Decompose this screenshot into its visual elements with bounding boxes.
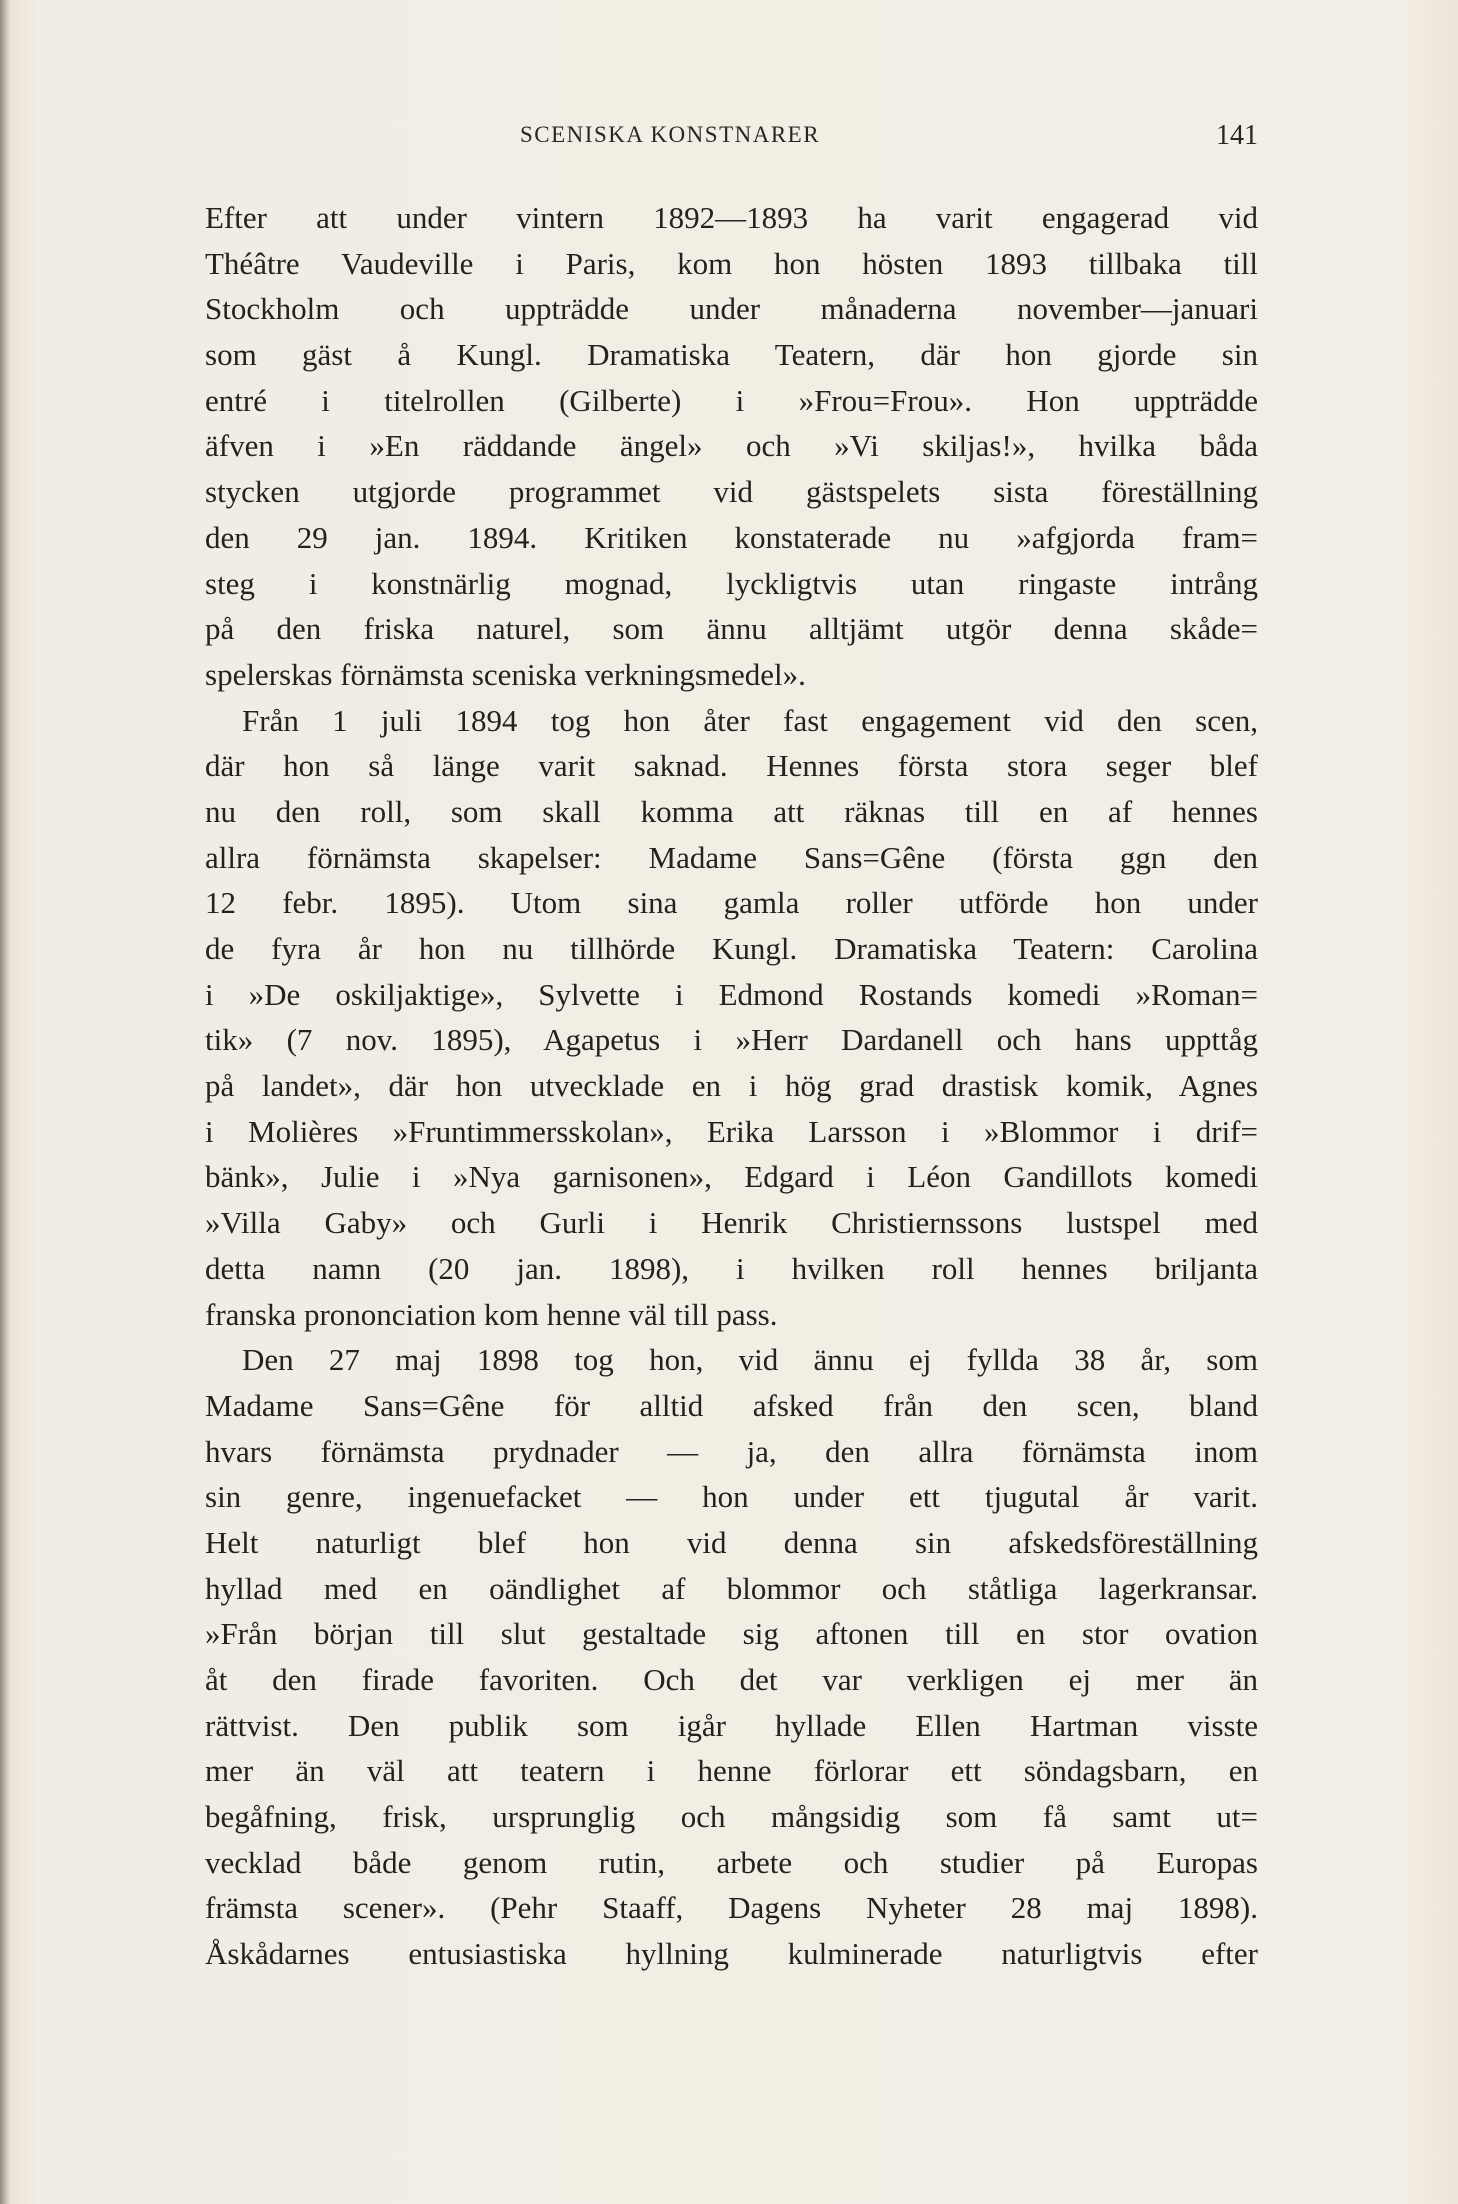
- text-line: »Villa Gaby» och Gurli i Henrik Christiernssons lustspel med: [205, 1205, 1258, 1241]
- text-line: Åskådarnes entusiastiska hyllning kulminerade naturligtvis efter: [205, 1936, 1258, 1972]
- text-line: tik» (7 nov. 1895), Agapetus i »Herr Dardanell och hans uppttåg: [205, 1022, 1258, 1058]
- text-line: på den friska naturel, som ännu alltjämt utgör denna skåde=: [205, 611, 1258, 647]
- text-line: åt den firade favoriten. Och det var verkligen ej mer än: [205, 1662, 1258, 1697]
- text-line: Madame Sans=Gêne för alltid afsked från den scen, bland: [205, 1387, 1258, 1423]
- text-line: Stockholm och uppträdde under månaderna november—januari: [205, 291, 1258, 327]
- running-head: SCENISKA KONSTNARER: [520, 122, 821, 147]
- text-line: »Från början till slut gestaltade sig aftonen till en stor ovation: [205, 1616, 1258, 1652]
- text-line: Helt naturligt blef hon vid denna sin afskedsföreställning: [205, 1524, 1258, 1560]
- text-line: de fyra år hon nu tillhörde Kungl. Dramatiska Teatern: Carolina: [205, 931, 1258, 966]
- text-line: äfven i »En räddande ängel» och »Vi skiljas!», hvilka båda: [205, 428, 1258, 464]
- text-line: steg i konstnärlig mognad, lyckligtvis utan ringaste intrång: [205, 565, 1258, 601]
- text-line: Från 1 juli 1894 tog hon åter fast engagement vid den scen,: [242, 702, 1258, 738]
- text-line: mer än väl att teatern i henne förlorar ett söndagsbarn, en: [205, 1753, 1258, 1789]
- page-header: [205, 122, 1258, 162]
- text-line: som gäst å Kungl. Dramatiska Teatern, där hon gjorde sin: [205, 337, 1258, 373]
- text-line: entré i titelrollen (Gilberte) i »Frou=Frou». Hon uppträdde: [205, 382, 1258, 418]
- text-line: Efter att under vintern 1892—1893 ha varit engagerad vid: [205, 200, 1258, 235]
- page-spine-edge: [0, 0, 10, 2204]
- page-number: 141: [1216, 120, 1258, 151]
- text-line: spelerskas förnämsta sceniska verkningsmedel».: [205, 656, 806, 692]
- text-line: på landet», där hon utvecklade en i hög grad drastisk komik, Agnes: [205, 1068, 1258, 1104]
- text-line: där hon så länge varit saknad. Hennes första stora seger blef: [205, 748, 1258, 784]
- text-line: i »De oskiljaktige», Sylvette i Edmond Rostands komedi »Roman=: [205, 976, 1258, 1012]
- text-line: Den 27 maj 1898 tog hon, vid ännu ej fyllda 38 år, som: [242, 1342, 1258, 1378]
- text-line: den 29 jan. 1894. Kritiken konstaterade nu »afgjorda fram=: [205, 519, 1258, 555]
- text-line: franska prononciation kom henne väl till pass.: [205, 1296, 778, 1332]
- text-line: allra förnämsta skapelser: Madame Sans=Gêne (första ggn den: [205, 839, 1258, 875]
- text-line: hvars förnämsta prydnader — ja, den allra förnämsta inom: [205, 1433, 1258, 1469]
- text-line: 12 febr. 1895). Utom sina gamla roller utförde hon under: [205, 885, 1258, 921]
- text-line: nu den roll, som skall komma att räknas till en af hennes: [205, 793, 1258, 829]
- text-line: hyllad med en oändlighet af blommor och ståtliga lagerkransar.: [205, 1570, 1258, 1606]
- text-line: begåfning, frisk, ursprunglig och mångsidig som få samt ut=: [205, 1799, 1258, 1835]
- text-line: Théâtre Vaudeville i Paris, kom hon hösten 1893 tillbaka till: [205, 245, 1258, 281]
- text-line: stycken utgjorde programmet vid gästspelets sista föreställning: [205, 474, 1258, 510]
- text-line: rättvist. Den publik som igår hyllade Ellen Hartman visste: [205, 1707, 1258, 1743]
- text-line: främsta scener». (Pehr Staaff, Dagens Nyheter 28 maj 1898).: [205, 1890, 1258, 1926]
- text-line: i Molières »Fruntimmersskolan», Erika Larsson i »Blommor i drif=: [205, 1113, 1258, 1149]
- text-line: sin genre, ingenuefacket — hon under ett tjugutal år varit.: [205, 1479, 1258, 1515]
- body-text: [205, 195, 1258, 1977]
- text-line: detta namn (20 jan. 1898), i hvilken roll hennes briljanta: [205, 1250, 1258, 1286]
- text-line: bänk», Julie i »Nya garnisonen», Edgard i Léon Gandillots komedi: [205, 1159, 1258, 1195]
- text-line: vecklad både genom rutin, arbete och studier på Europas: [205, 1844, 1258, 1880]
